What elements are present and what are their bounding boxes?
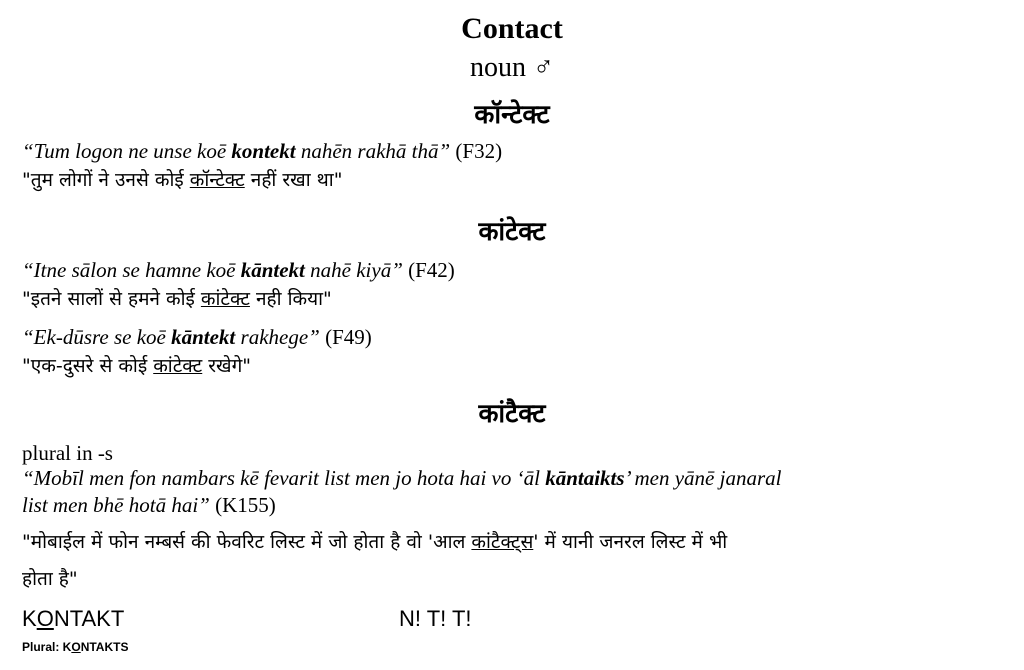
example-transliteration: “Ek-dūsre se koē kāntekt rakhege” (F49) <box>22 325 372 349</box>
section-heading-1: कॉन्टेक्ट <box>474 100 550 130</box>
part-of-speech: noun ♂ <box>470 52 554 83</box>
example-transliteration: “Tum logon ne unse koē kontekt nahēn rakhā thā” (F32) <box>22 139 503 163</box>
source-ref: (K155) <box>209 493 276 517</box>
example-devanagari: "मोबाईल में फोन नम्बर्स की फेवरिट लिस्ट में जो होता है वो 'आल कांटैक्ट्स' में यानी जनरल लिस्ट में भी <box>22 531 728 553</box>
example-devanagari: "तुम लोगों ने उनसे कोई कॉन्टेक्ट नहीं रखा था" <box>22 169 343 191</box>
source-ref: (F42) <box>402 258 455 282</box>
keyword: kontekt <box>231 139 296 163</box>
keyword-devanagari: कांटेक्ट <box>153 355 203 377</box>
section-heading-2: कांटेक्ट <box>478 217 546 247</box>
source-ref: (F32) <box>450 139 503 163</box>
example-transliteration: “Mobīl men fon nambars kē fevarit list men jo hota hai vo ‘āl kāntaikts’ men yānē janaral <box>22 466 782 490</box>
section-heading-3: कांटैक्ट <box>478 399 546 429</box>
keyword-devanagari: कांटैक्ट्स <box>471 531 534 553</box>
example-devanagari-cont: होता है" <box>22 568 78 590</box>
example-transliteration-cont: list men bhē hotā hai” (K155) <box>22 493 276 517</box>
keyword: kāntekt <box>240 258 305 282</box>
entry-title: Contact <box>461 12 563 45</box>
keyword: kāntaikts <box>545 466 625 490</box>
grammar-code: N! T! T! <box>399 606 472 631</box>
plural-form: Plural: KONTAKTS <box>22 640 129 654</box>
keyword: kāntekt <box>171 325 236 349</box>
keyword-devanagari: कांटेक्ट <box>200 288 250 310</box>
source-ref: (F49) <box>319 325 372 349</box>
example-devanagari: "एक-दुसरे से कोई कांटेक्ट रखेगे" <box>22 355 252 377</box>
example-devanagari: "इतने सालों से हमने कोई कांटेक्ट नही किया" <box>22 288 332 310</box>
plural-note: plural in -s <box>22 441 113 465</box>
example-transliteration: “Itne sālon se hamne koē kāntekt nahē kiyā” (F42) <box>22 258 455 282</box>
headword-code: KONTAKT <box>22 606 125 631</box>
keyword-devanagari: कॉन्टेक्ट <box>189 169 245 191</box>
